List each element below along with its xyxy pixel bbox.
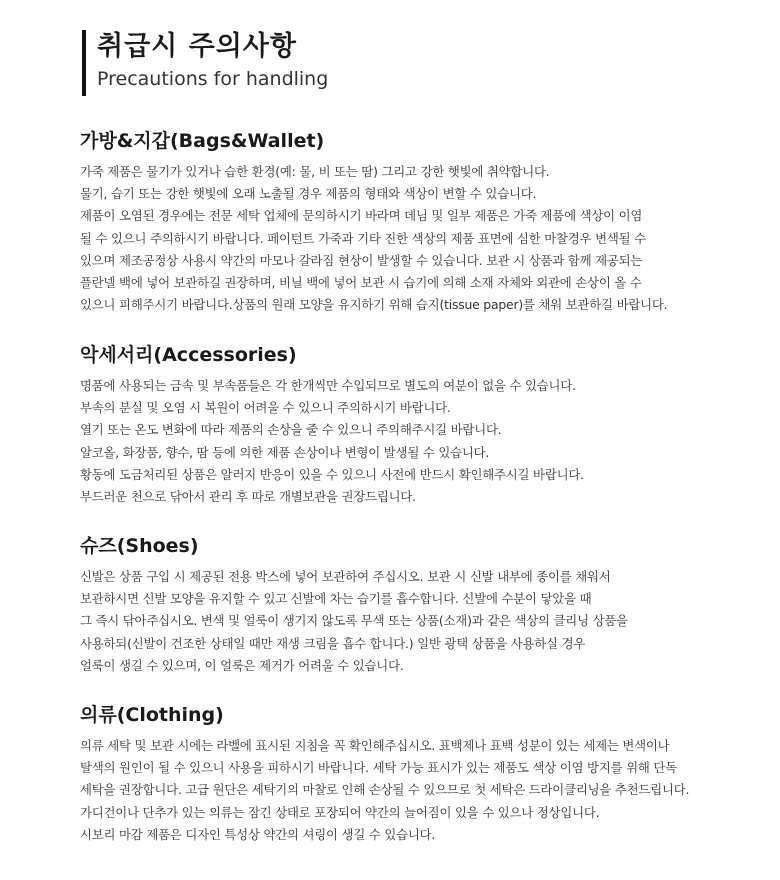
body-line: 의류 세탁 및 보관 시에는 라벨에 표시된 지침을 꼭 확인해주십시오. 표백제나 표백 성분이 있는 세제는 변색이나	[80, 738, 670, 753]
body-line: 가죽 제품은 물기가 있거나 습한 환경(예: 물, 비 또는 땀) 그리고 강한 햇빛에 취약합니다.	[80, 164, 550, 179]
body-line: 있으며 제조공정상 사용시 약간의 마모나 갈라짐 현상이 발생할 수 있습니다. 보관 시 상품과 함께 제공되는	[80, 252, 643, 268]
body-line: 있으니 피해주시기 바랍니다.상품의 원래 모양을 유지하기 위해 습지(tissue paper)를 채워 보관하길 바랍니다.	[80, 297, 668, 313]
body-line: 시보리 마감 제품은 디자인 특성상 약간의 셔링이 생길 수 있습니다.	[80, 826, 436, 842]
page-header	[82, 30, 328, 96]
body-line: 알코올, 화장품, 향수, 땀 등에 의한 제품 손상이나 변형이 발생될 수 있습니다.	[80, 444, 490, 460]
body-line: 부속의 분실 및 오염 시 복원이 어려울 수 있으니 주의하시기 바랍니다.	[80, 400, 451, 416]
section-title: 슈즈(Shoes)	[80, 535, 199, 557]
body-line: 제품이 오염된 경우에는 전문 세탁 업체에 문의하시기 바라며 데님 및 일부 제품은 가죽 제품에 색상이 이염	[80, 208, 643, 224]
section-clothing	[80, 702, 770, 846]
body-line: 얼룩이 생길 수 있으며, 이 얼룩은 제거가 어려울 수 있습니다.	[80, 657, 404, 673]
body-line: 부드러운 천으로 닦아서 관리 후 따로 개별보관을 권장드립니다.	[80, 489, 416, 505]
body-line: 황동에 도금처리된 상품은 알러지 반응이 있을 수 있으니 사전에 반드시 확인해주시길 바랍니다.	[80, 466, 584, 482]
body-line: 명품에 사용되는 금속 및 부속품들은 각 한개씩만 수입되므로 별도의 여분이 없을 수 있습니다.	[80, 378, 576, 393]
section-accessories	[80, 342, 770, 508]
body-line: 신발은 상품 구입 시 제공된 전용 박스에 넣어 보관하여 주십시오. 보관 시 신발 내부에 종이를 채워서	[80, 569, 611, 584]
section-bags-wallet	[80, 128, 770, 316]
section-title: 의류(Clothing)	[80, 704, 224, 726]
body-line: 세탁을 권장합니다. 고급 원단은 세탁기의 마찰로 인해 손상될 수 있으므로 첫 세탁은 드라이클리닝을 추천드립니다.	[80, 782, 690, 798]
body-line: 탈색의 원인이 될 수 있으니 사용을 피하시기 바랍니다. 세탁 가능 표시가 있는 제품도 색상 이염 방지를 위해 단독	[80, 760, 677, 776]
section-title: 악세서리(Accessories)	[80, 344, 297, 366]
body-line: 사용하되(신발이 건조한 상태일 때만 재생 크림을 흡수 합니다.) 일반 광택 상품을 사용하실 경우	[80, 635, 586, 651]
page-subtitle: Precautions for handling	[97, 68, 329, 90]
section-title: 가방&지갑(Bags&Wallet)	[80, 130, 325, 152]
body-line: 플란넬 백에 넣어 보관하길 권장하며, 비닐 백에 넣어 보관 시 습기에 의해 소재 자체와 외관에 손상이 올 수	[80, 275, 642, 291]
body-line: 될 수 있으니 주의하시기 바랍니다. 페이턴트 가죽과 기타 진한 색상의 제품 표면에 심한 마찰경우 변색될 수	[80, 230, 646, 246]
body-line: 그 즉시 닦아주십시오. 변색 및 얼룩이 생기지 않도록 무색 또는 상품(소재)과 같은 색상의 클리닝 상품을	[80, 613, 628, 629]
section-shoes	[80, 533, 770, 677]
page-title: 취급시 주의사항	[97, 31, 297, 62]
body-line: 열기 또는 온도 변화에 따라 제품의 손상을 줄 수 있으니 주의해주시길 바랍니다.	[80, 422, 502, 438]
body-line: 물기, 습기 또는 강한 햇빛에 오래 노출될 경우 제품의 형태와 색상이 변할 수 있습니다.	[80, 186, 537, 202]
body-line: 보관하시면 신발 모양을 유지할 수 있고 신발에 차는 습기를 흡수합니다. 신발에 수분이 닿았을 때	[80, 591, 592, 607]
body-line: 가디건이나 단추가 있는 의류는 잠긴 상태로 포장되어 약간의 늘어짐이 있을 수 있으나 정상입니다.	[80, 804, 600, 820]
